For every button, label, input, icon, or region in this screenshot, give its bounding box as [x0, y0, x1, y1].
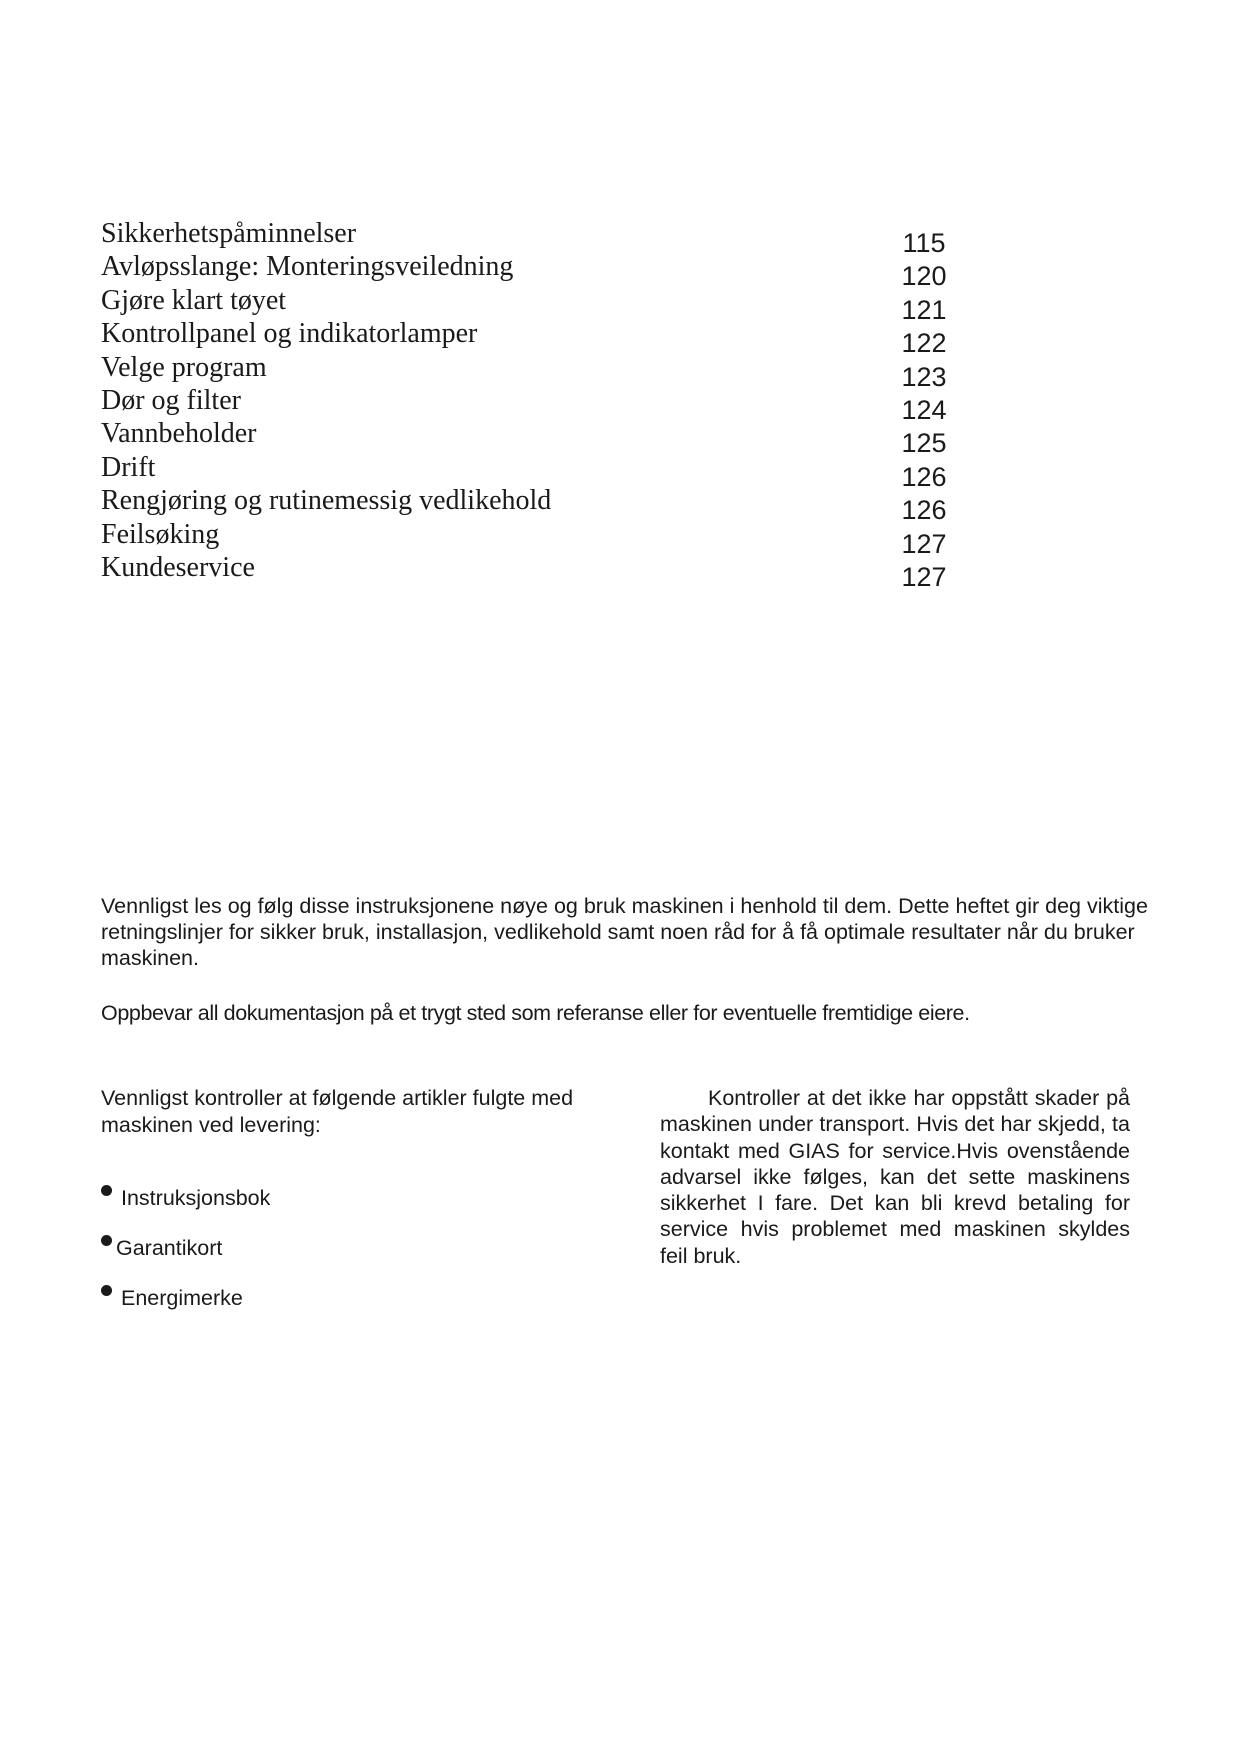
toc-row [101, 551, 961, 592]
toc-row [101, 384, 961, 425]
toc-row [101, 317, 961, 359]
toc-page-number: 115 [902, 228, 946, 258]
toc-page-number: 127 [901, 528, 947, 559]
list-item [101, 1233, 601, 1283]
toc-page-number: 125 [901, 428, 947, 459]
list-item-label: Energimerke [121, 1286, 243, 1310]
toc-page-number: 123 [901, 361, 947, 392]
toc-row [101, 451, 961, 492]
toc-row [101, 484, 961, 526]
toc-title: Drift [101, 451, 156, 483]
delivery-items-list [101, 1183, 601, 1333]
toc-title: Velge program [101, 351, 267, 383]
toc-title: Sikkerhetspåminnelser [101, 218, 357, 249]
toc-row [101, 284, 961, 325]
toc-page-number: 120 [901, 261, 947, 292]
toc-page-number: 126 [901, 495, 947, 526]
bullet-icon [101, 1235, 112, 1246]
bullet-icon [101, 1285, 112, 1296]
list-item [101, 1283, 601, 1333]
toc-row [101, 518, 961, 559]
toc-page-number: 124 [901, 394, 947, 425]
toc-title: Kontrollpanel og indikatorlamper [101, 318, 478, 350]
toc-row [101, 417, 961, 459]
toc-title: Gjøre klart tøyet [101, 284, 287, 316]
toc-title: Rengjøring og rutinemessig vedlikehold [101, 485, 552, 517]
delivery-check-heading: Vennligst kontroller at følgende artikler fulgte med maskinen ved levering: [101, 1086, 574, 1137]
toc-page-number: 126 [901, 461, 947, 492]
intro-paragraph: Vennligst les og følg disse instruksjonene nøye og bruk maskinen i henhold til dem. Dette heftet gir deg viktige retningslinjer for sikker bruk, installasjon, vedlikehold samt noen råd for å få optimale resultater når du bruker maskinen. [101, 894, 1148, 970]
toc-title: Vannbeholder [101, 418, 257, 450]
toc-page-number: 122 [901, 328, 947, 359]
bullet-icon [101, 1185, 112, 1196]
list-item-label: Instruksjonsbok [121, 1186, 271, 1210]
toc-title: Dør og filter [101, 384, 241, 416]
toc-page-number: 127 [901, 561, 947, 592]
toc-title: Avløpsslange: Monteringsveiledning [101, 251, 514, 283]
toc-page-number: 121 [901, 294, 947, 325]
toc-title: Kundeservice [101, 551, 255, 583]
list-item-label: Garantikort [116, 1236, 223, 1260]
toc-row [101, 351, 961, 392]
transport-damage-note: Kontroller at det ikke har oppstått skader på maskinen under transport. Hvis det har skjedd, ta kontakt med GIAS for service.Hvis ovenstående advarsel ikke følges, kan det sette maskinens sikkerhet I fare. Det kan bli krevd betaling for service hvis problemet med maskinen skyldes feil bruk. [660, 1086, 1130, 1268]
toc-row [101, 250, 961, 292]
table-of-contents [101, 217, 961, 592]
keep-documentation-note: Oppbevar all dokumentasjon på et trygt sted som referanse eller for eventuelle fremtidige eiere. [101, 1001, 970, 1025]
list-item [101, 1183, 601, 1233]
toc-row [101, 217, 961, 258]
toc-title: Feilsøking [101, 518, 220, 550]
